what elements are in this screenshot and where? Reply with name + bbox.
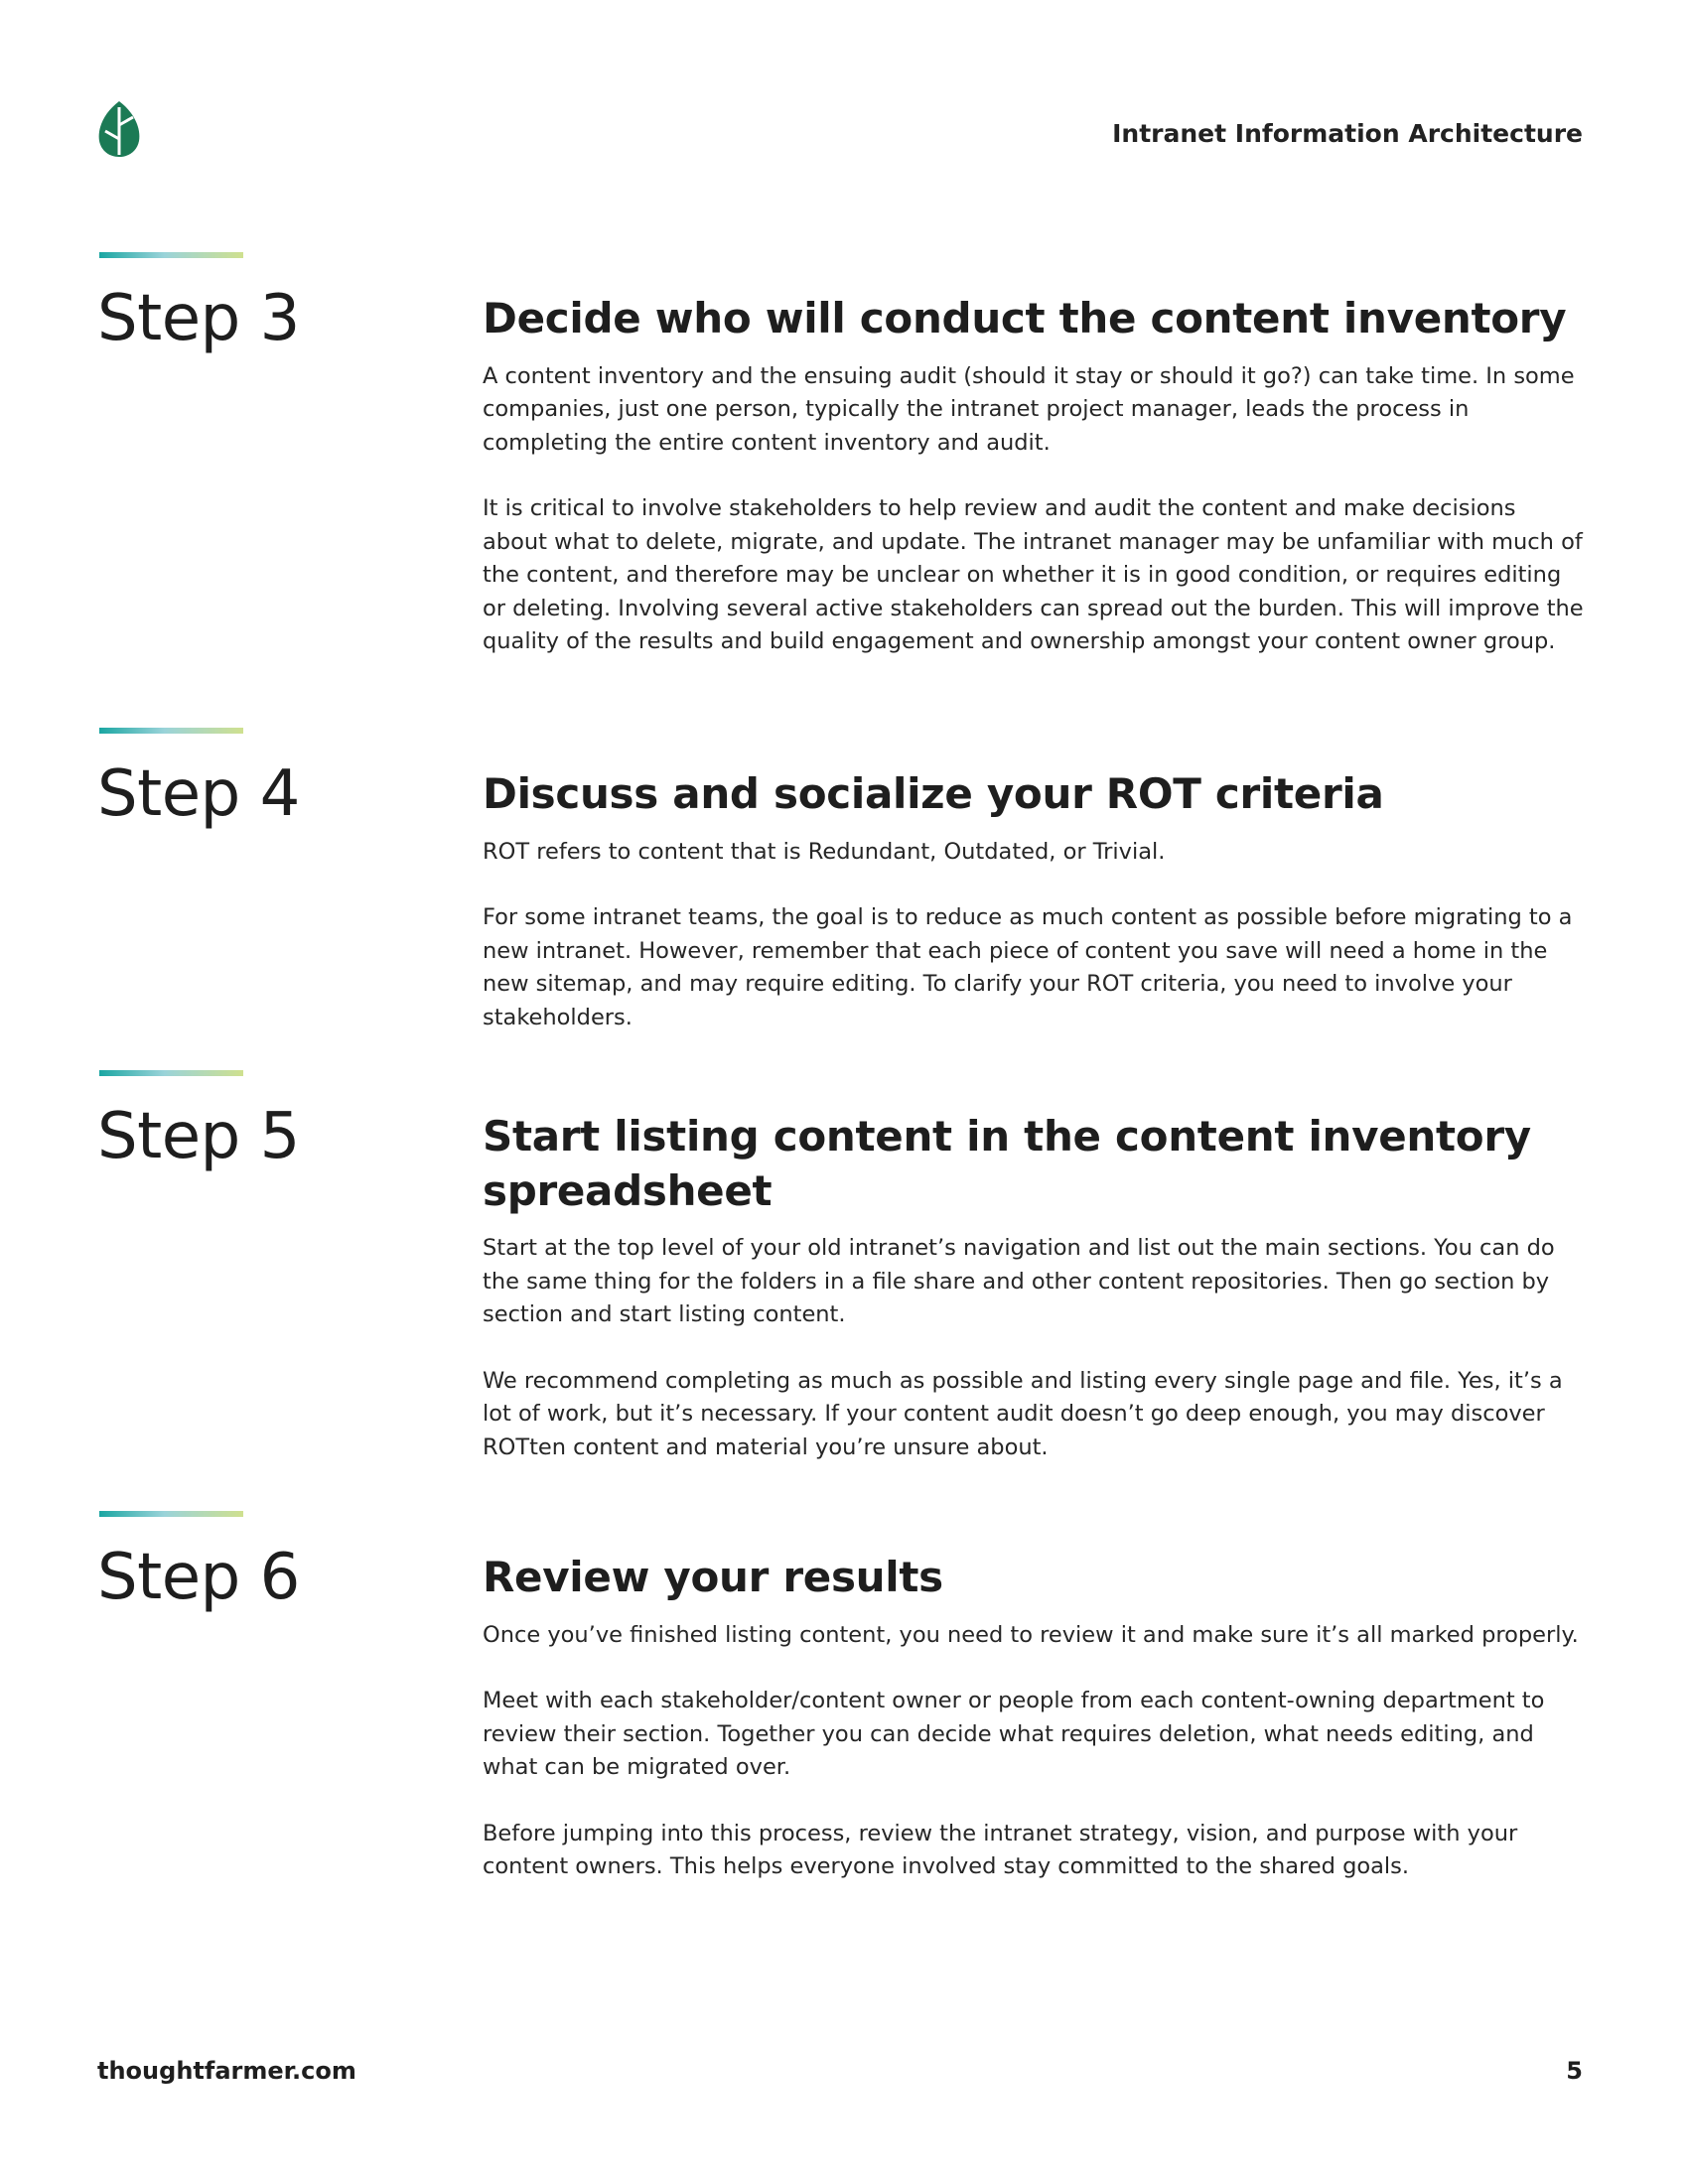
step-heading: Review your results bbox=[483, 1553, 943, 1601]
paragraph: Before jumping into this process, review the intranet strategy, vision, and purpose with your content owners. This helps everyone involved stay committed to the shared goals. bbox=[483, 1820, 1518, 1880]
page-number: 5 bbox=[1566, 2057, 1583, 2085]
step-label: Step 4 bbox=[97, 757, 300, 831]
paragraph: Start at the top level of your old intranet’s navigation and list out the main sections. You can do the same thing for the folders in a file share and other content repositories. Then go section by section and start listing content. bbox=[483, 1235, 1555, 1328]
leaf-icon bbox=[95, 99, 143, 159]
step-heading: Discuss and socialize your ROT criteria bbox=[483, 769, 1384, 818]
paragraph: Meet with each stakeholder/content owner or people from each content-owning department to review their section. Together you can decide what requires deletion, what needs editing, and what can be migrated over. bbox=[483, 1688, 1545, 1781]
paragraph: Once you’ve finished listing content, you need to review it and make sure it’s all marked properly. bbox=[483, 1621, 1579, 1648]
paragraph: We recommend completing as much as possible and listing every single page and file. Yes, it’s a lot of work, but it’s necessary. If your content audit doesn’t go deep enough, you may discover ROTten content and material you’re unsure about. bbox=[483, 1367, 1563, 1460]
step-divider bbox=[99, 1070, 243, 1076]
step-label: Step 5 bbox=[97, 1100, 300, 1173]
document-title: Intranet Information Architecture bbox=[1112, 119, 1583, 148]
step-heading: Start listing content in the content inventory spreadsheet bbox=[483, 1112, 1531, 1215]
footer-website-link[interactable]: thoughtfarmer.com bbox=[97, 2057, 356, 2085]
step-divider bbox=[99, 1511, 243, 1517]
step-heading: Decide who will conduct the content inventory bbox=[483, 294, 1567, 342]
step-label: Step 6 bbox=[97, 1541, 300, 1614]
step-body bbox=[483, 767, 1585, 1067]
step-body bbox=[483, 1551, 1585, 1917]
step-body bbox=[483, 1110, 1585, 1497]
step-divider bbox=[99, 252, 243, 258]
step-divider bbox=[99, 728, 243, 734]
paragraph: It is critical to involve stakeholders to help review and audit the content and make decisions about what to delete, migrate, and update. The intranet manager may be unfamiliar with much of the content, and therefore may be unclear on whether it is in good condition, or requires editing or deleting. Involving several active stakeholders can spread out the burden. This will improve the quality of the results and build engagement and ownership amongst your content owner group. bbox=[483, 495, 1584, 655]
paragraph: ROT refers to content that is Redundant, Outdated, or Trivial. bbox=[483, 838, 1166, 865]
step-label: Step 3 bbox=[97, 282, 300, 355]
paragraph: A content inventory and the ensuing audit (should it stay or should it go?) can take time. In some companies, just one person, typically the intranet project manager, leads the process in completing the entire content inventory and audit. bbox=[483, 362, 1575, 456]
step-body bbox=[483, 292, 1585, 692]
paragraph: For some intranet teams, the goal is to reduce as much content as possible before migrating to a new intranet. However, remember that each piece of content you save will need a home in the new sitemap, and may require editing. To clarify your ROT criteria, you need to involve your stakeholders. bbox=[483, 904, 1573, 1030]
